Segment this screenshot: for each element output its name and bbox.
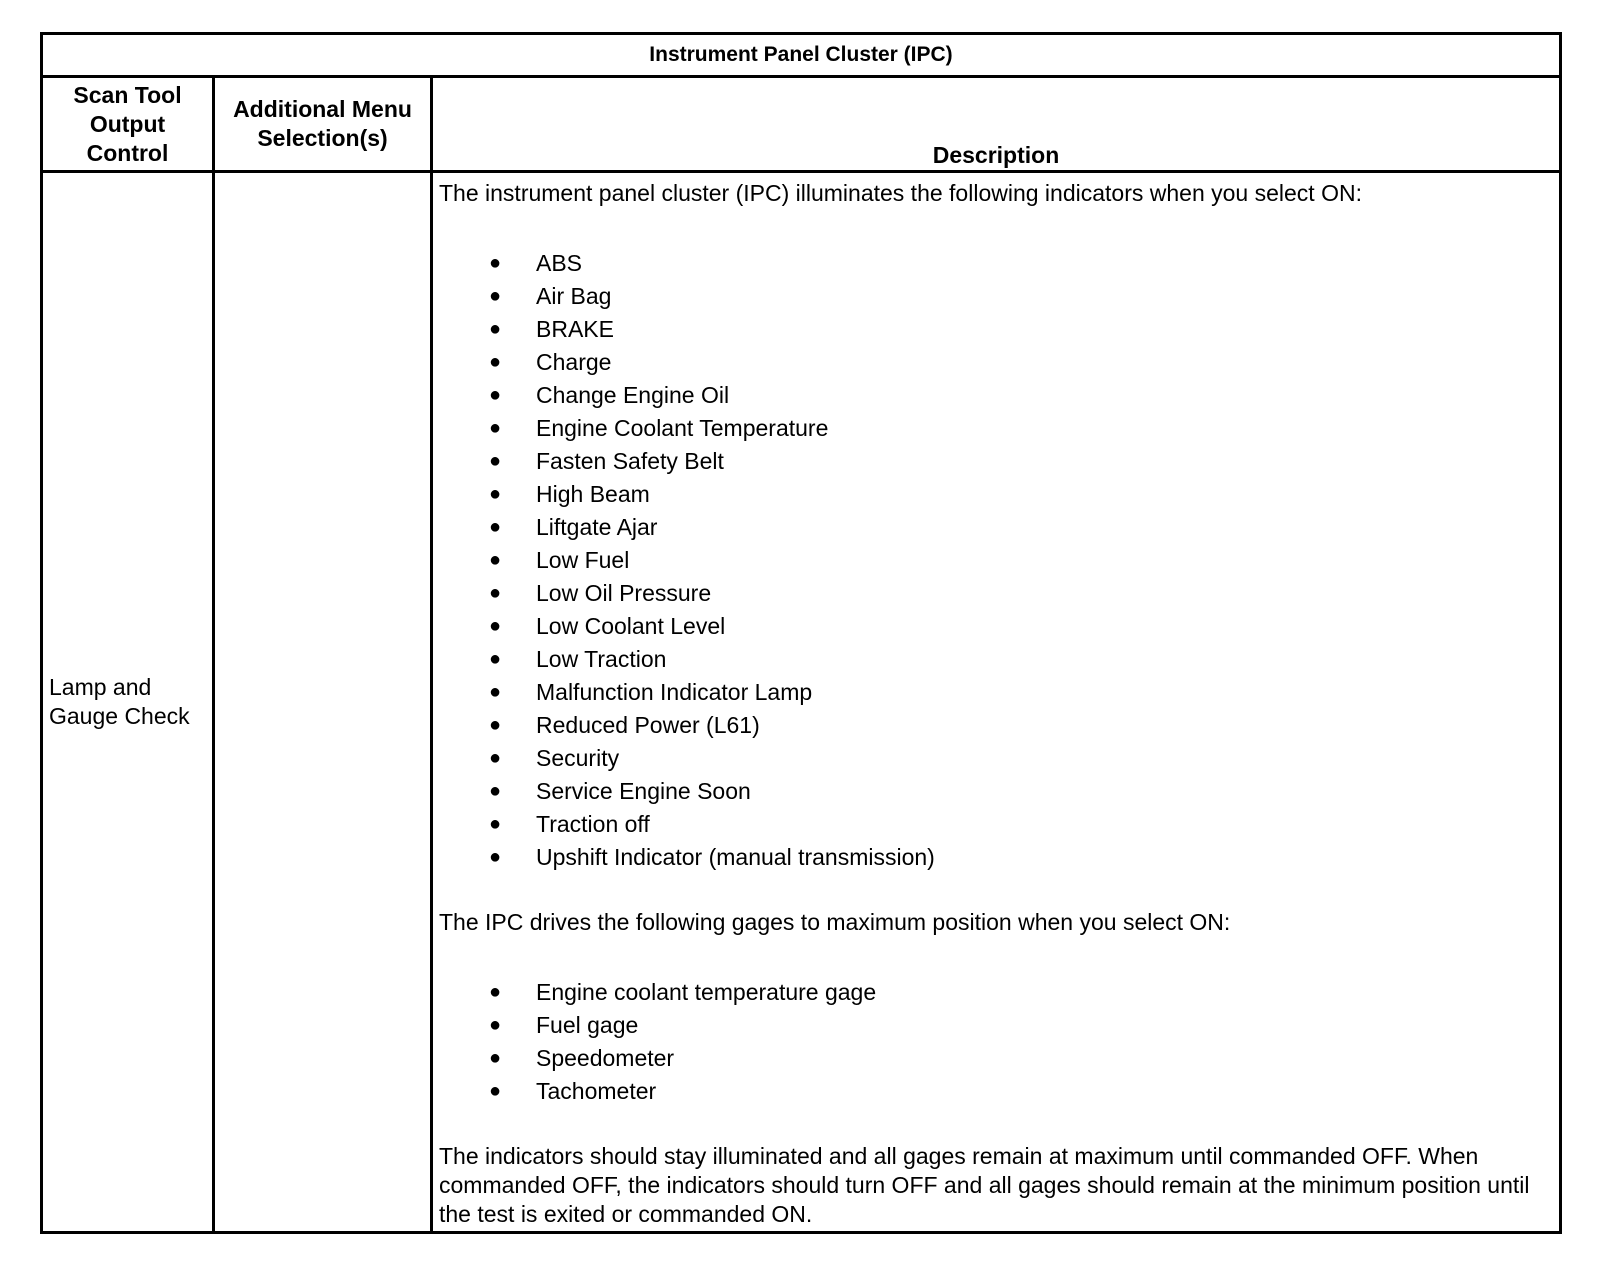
header-additional-menu-selections-text: Additional Menu Selection(s) bbox=[233, 96, 412, 151]
list-item: ● Security bbox=[439, 742, 1553, 775]
list-item: ● Service Engine Soon bbox=[439, 775, 1553, 808]
list-item: ● Fasten Safety Belt bbox=[439, 445, 1553, 478]
list-item: ● BRAKE bbox=[439, 313, 1553, 346]
bullet-icon: ● bbox=[489, 351, 502, 373]
header-scan-tool-output-control-text: Scan Tool Output Control bbox=[73, 81, 182, 166]
list-item: ● Fuel gage bbox=[439, 1009, 1553, 1042]
list-item: ● Engine Coolant Temperature bbox=[439, 412, 1553, 445]
list-item: ● Engine coolant temperature gage bbox=[439, 976, 1553, 1009]
list-item: ● Upshift Indicator (manual transmission) bbox=[439, 841, 1553, 874]
cell-scan-tool-output-control bbox=[42, 172, 214, 1233]
bullet-icon: ● bbox=[489, 681, 502, 703]
bullet-icon: ● bbox=[489, 714, 502, 736]
list-item: ● Low Traction bbox=[439, 643, 1553, 676]
cell-description bbox=[432, 172, 1561, 1233]
gage-list bbox=[439, 976, 1553, 1108]
table-title: Instrument Panel Cluster (IPC) bbox=[42, 34, 1561, 77]
bullet-icon: ● bbox=[489, 384, 502, 406]
list-item: ● Air Bag bbox=[439, 280, 1553, 313]
list-item: ● Malfunction Indicator Lamp bbox=[439, 676, 1553, 709]
list-item: ● Low Fuel bbox=[439, 544, 1553, 577]
title-row bbox=[42, 34, 1561, 77]
list-item: ● Low Coolant Level bbox=[439, 610, 1553, 643]
list-item: ● High Beam bbox=[439, 478, 1553, 511]
list-item: ● Charge bbox=[439, 346, 1553, 379]
bullet-icon: ● bbox=[489, 1080, 502, 1102]
bullet-icon: ● bbox=[489, 450, 502, 472]
bullet-icon: ● bbox=[489, 318, 502, 340]
bullet-icon: ● bbox=[489, 417, 502, 439]
bullet-icon: ● bbox=[489, 1014, 502, 1036]
header-description: Description bbox=[432, 77, 1561, 172]
header-additional-menu-selections bbox=[214, 77, 432, 172]
control-name: Lamp and Gauge Check bbox=[49, 674, 190, 729]
list-item: ● Change Engine Oil bbox=[439, 379, 1553, 412]
header-scan-tool-output-control bbox=[42, 77, 214, 172]
bullet-icon: ● bbox=[489, 615, 502, 637]
indicators-intro: The instrument panel cluster (IPC) illuminates the following indicators when you select ON: bbox=[439, 180, 1362, 206]
closing-paragraph: The indicators should stay illuminated and all gages remain at maximum until commanded OFF. When commanded OFF, the indicators should turn OFF and all gages should remain at the minimum position until the test is exited or commanded ON. bbox=[439, 1143, 1530, 1227]
table-row bbox=[42, 172, 1561, 1233]
list-item: ● Traction off bbox=[439, 808, 1553, 841]
ipc-table bbox=[40, 32, 1562, 1234]
bullet-icon: ● bbox=[489, 648, 502, 670]
gages-intro: The IPC drives the following gages to maximum position when you select ON: bbox=[439, 909, 1231, 935]
list-item: ● ABS bbox=[439, 247, 1553, 280]
bullet-icon: ● bbox=[489, 252, 502, 274]
bullet-icon: ● bbox=[489, 747, 502, 769]
list-item: ● Speedometer bbox=[439, 1042, 1553, 1075]
bullet-icon: ● bbox=[489, 813, 502, 835]
list-item: ● Low Oil Pressure bbox=[439, 577, 1553, 610]
cell-additional-menu-selection bbox=[214, 172, 432, 1233]
bullet-icon: ● bbox=[489, 582, 502, 604]
bullet-icon: ● bbox=[489, 285, 502, 307]
list-item: ● Reduced Power (L61) bbox=[439, 709, 1553, 742]
bullet-icon: ● bbox=[489, 549, 502, 571]
indicator-list bbox=[439, 247, 1553, 874]
list-item: ● Liftgate Ajar bbox=[439, 511, 1553, 544]
bullet-icon: ● bbox=[489, 516, 502, 538]
bullet-icon: ● bbox=[489, 780, 502, 802]
header-row bbox=[42, 77, 1561, 172]
bullet-icon: ● bbox=[489, 981, 502, 1003]
bullet-icon: ● bbox=[489, 483, 502, 505]
bullet-icon: ● bbox=[489, 1047, 502, 1069]
list-item: ● Tachometer bbox=[439, 1075, 1553, 1108]
bullet-icon: ● bbox=[489, 846, 502, 868]
